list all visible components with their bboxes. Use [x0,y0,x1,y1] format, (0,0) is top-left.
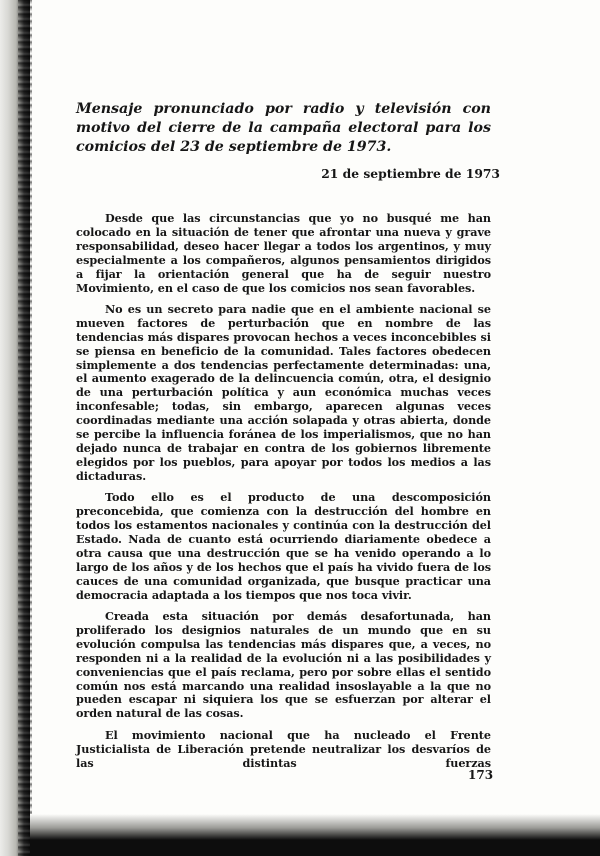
speech-date: 21 de septiembre de 1973 [321,166,500,181]
paragraph-3: Todo ello es el producto de una descomposición preconcebida, que comienza con la destrucción del hombre en todos los estamentos nacionales y continúa con la destrucción del Estado. Nada de cuanto está ocurriendo diariamente obedece a otra causa que una destrucción que se ha venido operando a lo largo de los años y de los hechos que el país ha vivido fuera de los cauces de una comunidad organizada, que busque practicar una democracia adaptada a los tiempos que nos toca vivir. [76,490,491,602]
page-number: 173 [468,768,494,782]
paragraph-2: No es un secreto para nadie que en el ambiente nacional se mueven factores de perturbación que en nombre de las tendencias más dispares provocan hechos a veces inconcebibles si se piensa en beneficio de la comunidad. Tales factores obedecen simplemente a dos tendencias perfectamente determinadas: una, el aumento exagerado de la delincuencia común, otra, el designio de una perturbación política y aun económica muchas veces inconfesable; todas, sin embargo, aparecen algunas veces coordinadas mediante una acción solapada y otras abierta, donde se percibe la influencia foránea de los imperialismos, que no han dejado nunca de trabajar en contra de los gobiernos libremente elegidos por los pueblos, para apoyar por todos los medios a las dictaduras. [76,301,491,483]
speech-subtitle: Mensaje pronunciado por radio y televisión con motivo del cierre de la campaña electoral para los comicios del 23 de septiembre de 1973. [76,101,491,155]
paragraph-5: El movimiento nacional que ha nucleado el Frente Justicialista de Liberación pretende neutralizar los desvaríos de las distintas fuerzas [76,727,491,770]
spine-scan-noise [18,0,32,856]
speech-body [76,212,491,778]
paragraph-4: Creada esta situación por demás desafortunada, han proliferado los designios naturales de un mundo que en su evolución compulsa las tendencias más dispares que, a veces, no responden ni a la realidad de la evolución ni a las posibilidades y conveniencias que el país reclama, pero por sobre ellas el sentido común nos está marcando una realidad insoslayable a la que no pueden escapar ni siquiera los que se esfuerzan por alterar el orden natural de las cosas. [76,608,491,721]
scan-bottom-edge [30,814,600,856]
paragraph-1: Desde que las circunstancias que yo no busqué me han colocado en la situación de tener que afrontar una nueva y grave responsabilidad, deseo hacer llegar a todos los argentinos, y muy especialmente a los compañeros, algunos pensamientos dirigidos a fijar la orientación general que ha de seguir nuestro Movimiento, en el caso de que los comicios nos sean favorables. [76,211,491,295]
